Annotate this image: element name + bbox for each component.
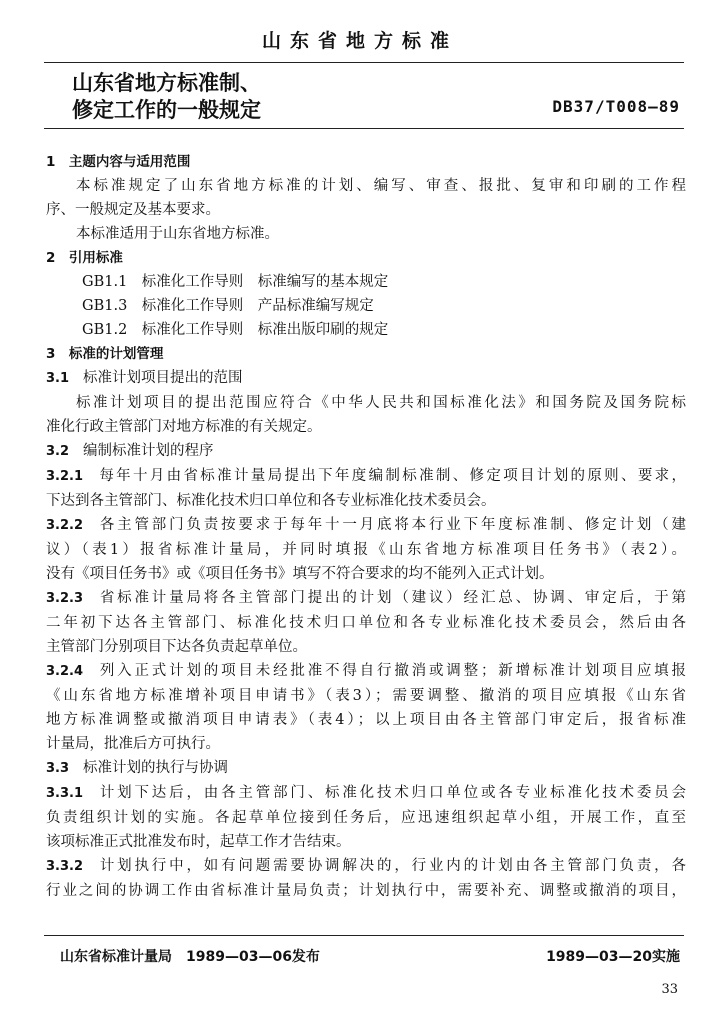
- body-line: [46, 464, 686, 489]
- header-rule: [44, 62, 684, 63]
- line-text: 议）（表1）报省标准计量局，并同时填报《山东省地方标准项目任务书》（表2）。: [46, 542, 686, 558]
- body-line: [46, 246, 686, 270]
- body-line: [46, 854, 686, 879]
- line-text: 序、一般规定及基本要求。: [46, 202, 220, 218]
- line-text: 行业之间的协调工作由省标准计量局负责；计划执行中，需要补充、调整或撤消的项目，: [46, 883, 686, 899]
- footer-rule: [44, 935, 684, 936]
- line-text: 标准计划的执行与协调: [83, 760, 229, 776]
- body-line: [46, 611, 686, 635]
- line-text: 2 引用标准: [46, 250, 123, 266]
- body-line: [46, 439, 686, 464]
- line-text: GB1.3 标准化工作导则 产品标准编写规定: [82, 298, 374, 314]
- clause-number: 3.2.4: [46, 664, 84, 679]
- body-line: [46, 294, 686, 318]
- clause-number: 3.3.1: [46, 786, 84, 801]
- body-line: [46, 415, 686, 439]
- body-line: [46, 489, 686, 513]
- body-line: [46, 830, 686, 854]
- line-text: 计量局，批准后方可执行。: [46, 736, 220, 752]
- line-text: GB1.1 标准化工作导则 标准编写的基本规定: [82, 274, 389, 290]
- line-text: 计划执行中，如有问题需要协调解决的，行业内的计划由各主管部门负责，各: [97, 858, 686, 874]
- clause-number: 3.2.3: [46, 591, 84, 606]
- page-number: 33: [661, 982, 678, 997]
- body-line: [46, 513, 686, 538]
- body-line: [46, 391, 686, 415]
- body-line: [46, 366, 686, 391]
- body-line: [46, 150, 686, 174]
- clause-number: 3.2.2: [46, 518, 84, 533]
- line-text: 每年十月由省标准计量局提出下年度编制标准制、修定项目计划的原则、要求，: [97, 468, 686, 484]
- body-line: [46, 174, 686, 198]
- line-text: 《山东省地方标准增补项目申请书》（表3）；需要调整、撤消的项目应填报《山东省: [46, 688, 686, 704]
- line-text: 省标准计量局将各主管部门提出的计划（建议）经汇总、协调、审定后，于第: [97, 590, 686, 606]
- line-text: 准化行政主管部门对地方标准的有关规定。: [46, 419, 322, 435]
- body-line: [46, 756, 686, 781]
- line-text: 主管部门分别项目下达各负责起草单位。: [46, 639, 307, 655]
- line-text: 该项标准正式批准发布时，起草工作才告结束。: [46, 834, 351, 850]
- body-line: [46, 586, 686, 611]
- line-text: 地方标准调整或撤消项目申请表》（表4）；以上项目由各主管部门审定后，报省标准: [46, 712, 686, 728]
- line-text: 3 标准的计划管理: [46, 346, 164, 362]
- title-line-1: 山东省地方标准制、: [72, 71, 261, 95]
- line-text: 标准计划项目的提出范围应符合《中华人民共和国标准化法》和国务院及国务院标: [76, 395, 686, 411]
- line-text: 列入正式计划的项目未经批准不得自行撤消或调整；新增标准计划项目应填报: [97, 663, 686, 679]
- line-text: 各主管部门负责按要求于每年十一月底将本行业下年度标准制、修定计划（建: [97, 517, 686, 533]
- body-line: [46, 659, 686, 684]
- body-line: [46, 708, 686, 732]
- line-text: 本标准规定了山东省地方标准的计划、编写、审查、报批、复审和印刷的工作程: [76, 178, 686, 194]
- line-text: GB1.2 标准化工作导则 标准出版印刷的规定: [82, 322, 389, 338]
- line-text: 二年初下达各主管部门、标准化技术归口单位和各专业标准化技术委员会，然后由各: [46, 615, 686, 631]
- body-line: [46, 806, 686, 830]
- body-line: [46, 732, 686, 756]
- clause-number: 3.2: [46, 444, 70, 459]
- body-line: [46, 538, 686, 562]
- title-rule: [44, 128, 684, 129]
- body-line: [46, 781, 686, 806]
- body-line: [46, 684, 686, 708]
- body-line: [46, 342, 686, 366]
- document-body: [46, 150, 686, 903]
- body-line: [46, 562, 686, 586]
- body-line: [46, 635, 686, 659]
- effective-date: 1989—03—20实施: [546, 949, 680, 965]
- line-text: 计划下达后，由各主管部门、标准化技术归口单位或各专业标准化技术委员会: [97, 785, 686, 801]
- clause-number: 3.1: [46, 371, 70, 386]
- line-text: 本标准适用于山东省地方标准。: [76, 226, 279, 242]
- issuer-date: 山东省标准计量局 1989—03—06发布: [60, 949, 320, 965]
- line-text: 负责组织计划的实施。各起草单位接到任务后，应迅速组织起草小组，开展工作，直至: [46, 810, 686, 826]
- line-text: 1 主题内容与适用范围: [46, 154, 191, 170]
- body-line: [46, 270, 686, 294]
- line-text: 标准计划项目提出的范围: [83, 370, 243, 386]
- body-line: [46, 879, 686, 903]
- body-line: [46, 222, 686, 246]
- line-text: 编制标准计划的程序: [83, 443, 214, 459]
- clause-number: 3.2.1: [46, 469, 84, 484]
- title-line-2: 修定工作的一般规定: [72, 98, 261, 122]
- body-line: [46, 198, 686, 222]
- clause-number: 3.3: [46, 761, 70, 776]
- clause-number: 3.3.2: [46, 859, 84, 874]
- line-text: 没有《项目任务书》或《项目任务书》填写不符合要求的均不能列入正式计划。: [46, 566, 554, 582]
- line-text: 下达到各主管部门、标准化技术归口单位和各专业标准化技术委员会。: [46, 493, 496, 509]
- document-title: [72, 70, 261, 124]
- standard-category-header: 山东省地方标准: [261, 30, 458, 52]
- body-line: [46, 318, 686, 342]
- standard-code: DB37/T008—89: [552, 97, 680, 116]
